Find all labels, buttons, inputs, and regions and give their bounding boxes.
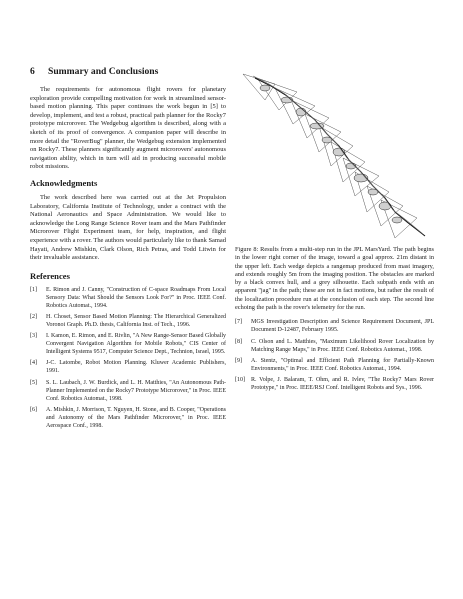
reference-item [235, 319, 434, 335]
reference-number: [8] [235, 338, 242, 345]
references-list-right [235, 319, 434, 393]
acknowledgments-paragraph: The work described here was carried out at the Jet Propulsion Laboratory, California Institute of Technology, under a contract with the National Aeronautics and Space Administration. We would like to acknowledge the Long Range Science Rover team and the Mars Pathfinder Microrover Flight Experiment team, for help, inspiration, and flight experience with a rover. The authors would particularly like to thank Samad Hayati, Andrew Mishkin, Clark Olson, Rich Petras, and Todd Litwin for their invaluable assistance. [30, 193, 226, 262]
reference-number: [4] [30, 360, 37, 367]
references-heading: References [30, 270, 70, 281]
reference-number: [2] [30, 313, 37, 320]
reference-item [235, 339, 434, 355]
reference-number: [1] [30, 286, 37, 293]
references-list-left [30, 287, 226, 431]
reference-text: E. Rimon and J. Canny, "Construction of C-space Roadmaps From Local Sensory Data: What Should the Sensors Look For?" in Proc. IEEE Conf. Robotics Automat., 1994. [46, 286, 226, 309]
section-number: 6 [30, 66, 35, 77]
reference-item [235, 358, 434, 374]
reference-item [30, 333, 226, 357]
reference-text: S. L. Laubach, J. W. Burdick, and L. H. Matthies, "An Autonomous Path-Planner Implemented on the Rocky7 Prototype Microrover," in Proc. IEEE Conf. Robotics Automat., 1998. [46, 379, 226, 402]
reference-number: [9] [235, 358, 242, 364]
reference-text: R. Volpe, J. Balaram, T. Ohm, and R. Ivlev, "The Rocky7 Mars Rover Prototype," in Proc. IEEE/RSJ Conf. Intelligent Robots and Sys., 1996. [251, 377, 434, 392]
figure-caption: Figure 8: Results from a multi-step run in the JPL MarsYard. The path begins in the lower right corner of the image, toward a goal approx. 21m distant in the upper left. Each wedge depicts a rangemap produced from mast imagery, and extends roughly 5m from the imaging position. The obstacles are marked by a black convex hull, and a grey silhouette. Each subpath ends with an apparent "jag" in the path; these are not in fact motions, but rather the result of the localization procedure run at the conclusion of each step. The second line echoing the path is the rover's telemetry for the run. [235, 246, 434, 312]
section-title: Summary and Conclusions [48, 66, 159, 77]
right-column [235, 66, 434, 397]
reference-text: H. Choset, Sensor Based Motion Planning: The Hierarchical Generalized Voronoi Graph. Ph.D. thesis, California Inst. of Tech., 1996. [46, 313, 226, 328]
reference-text: A. Stentz, "Optimal and Efficient Path Planning for Partially-Known Environments," in Proc. IEEE Conf. Robotics Automat., 1994. [251, 358, 434, 372]
reference-number: [5] [30, 379, 37, 386]
reference-item [30, 380, 226, 404]
reference-item [30, 287, 226, 311]
path-map-image [235, 66, 434, 241]
section-heading-summary [30, 66, 226, 77]
marsyard-path-figure [235, 66, 434, 241]
reference-text: J-C. Latombe, Robot Motion Planning. Kluwer Academic Publishers, 1991. [46, 360, 226, 375]
reference-number: [3] [30, 333, 37, 340]
acknowledgments-heading: Acknowledgments [30, 177, 98, 188]
reference-text: MGS Investigation Description and Science Requirement Document, JPL Document D-12487, February 1995. [251, 319, 434, 334]
reference-text: C. Olson and L. Matthies, "Maximum Likelihood Rover Localization by Matching Range Maps," in Proc. IEEE Conf. Robotics Automat., 1998. [251, 338, 434, 353]
reference-item [30, 314, 226, 330]
left-column [30, 66, 226, 434]
summary-paragraph: The requirements for autonomous flight rovers for planetary exploration provide compelling motivation for work in streamlined sensor-based motion planning. This paper continues the work begun in [5] to develop, implement, and test a robust, practical path planner for the Rocky7 prototype microrover. The Wedgebug algorithm is described, along with a sketch of its proof of convergence. A companion paper will describe in more detail the "RoverBug" planner, the Wedgebug extension implemented on Rocky7. These planners significantly augment microrovers' autonomous navigation ability, which in turn will aid in producing successful mobile robot missions. [30, 86, 226, 171]
reference-item [235, 377, 434, 393]
reference-number: [10] [235, 377, 245, 384]
reference-text: I. Kamon, E. Rimon, and E. Rivlin, "A New Range-Sensor Based Globally Convergent Navigation Algorithm for Mobile Robots," CIS Center of Intelligent Systems 9517, Computer Science Dept., Technion, Israel, 1995. [46, 333, 226, 356]
reference-item [30, 407, 226, 431]
reference-number: [7] [235, 319, 242, 326]
reference-item [30, 360, 226, 376]
reference-number: [6] [30, 406, 37, 413]
reference-text: A. Mishkin, J. Morrison, T. Nguyen, H. Stone, and B. Cooper, "Operations and Autonomy of the Mars Pathfinder Microrover," in Proc. IEEE Aerospace Conf., 1998. [46, 406, 226, 429]
